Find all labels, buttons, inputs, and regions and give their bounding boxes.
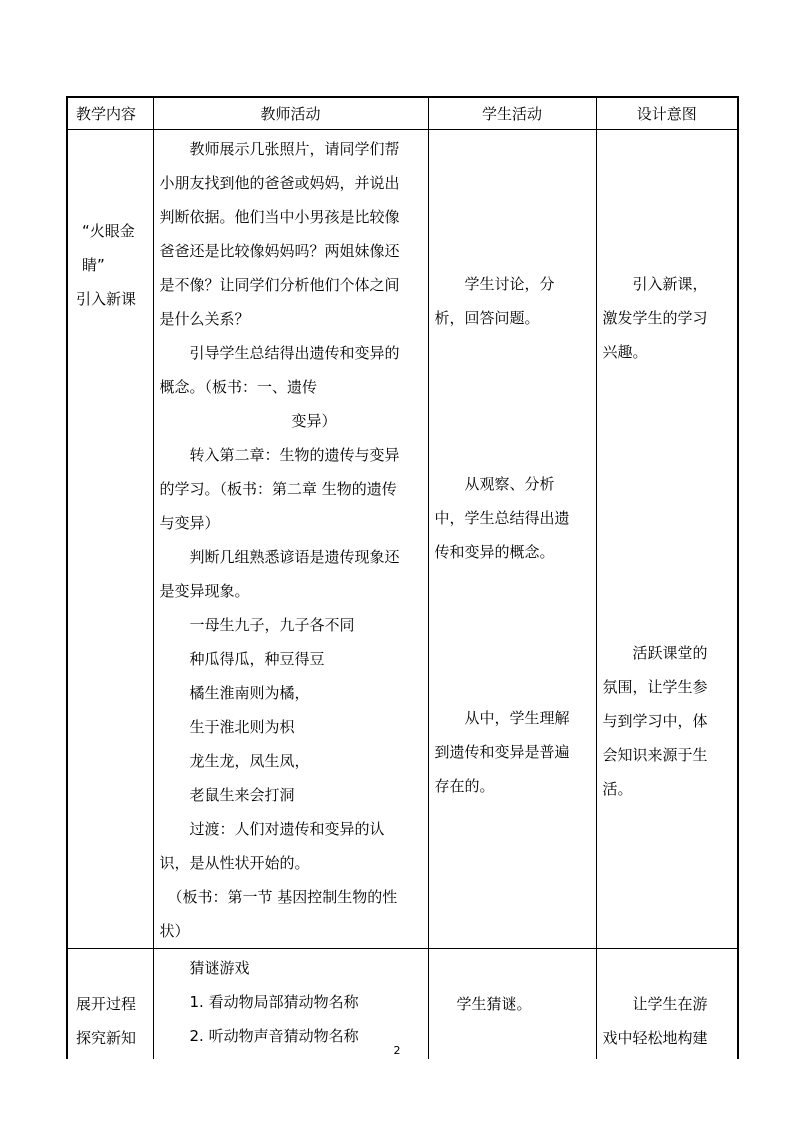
teacher-cell xyxy=(153,130,428,949)
design-line: 活。 xyxy=(602,780,633,798)
student-cell xyxy=(428,949,596,1060)
teacher-line: 过渡：人们对遗传和变异的认 xyxy=(189,820,385,838)
header-design: 设计意图 xyxy=(596,97,738,130)
teacher-line: 是什么关系？ xyxy=(159,310,250,328)
teacher-line: 爸爸还是比较像妈妈吗？两姐妹像还 xyxy=(159,242,400,260)
teacher-line: 种瓜得瓜，种豆得豆 xyxy=(189,650,325,668)
teacher-line: 变异） xyxy=(291,412,337,430)
student-cell xyxy=(428,130,596,949)
student-line: 从中，学生理解 xyxy=(464,709,570,727)
student-line: 从观察、分析 xyxy=(464,475,555,493)
teacher-line: 是变异现象。 xyxy=(159,582,250,600)
teacher-line: 概念。（板书：一、遗传 xyxy=(159,378,318,396)
student-line: 学生讨论，分 xyxy=(464,275,555,293)
design-line: 让学生在游 xyxy=(632,995,708,1013)
table-row xyxy=(67,949,738,1060)
content-cell xyxy=(67,949,153,1060)
header-student: 学生活动 xyxy=(428,97,596,130)
teacher-line: 生于淮北则为枳 xyxy=(189,718,295,736)
teacher-line: 转入第二章：生物的遗传与变异 xyxy=(189,446,400,464)
teacher-line: 橘生淮南则为橘， xyxy=(189,684,310,702)
design-cell xyxy=(596,130,738,949)
teacher-line: 老鼠生来会打洞 xyxy=(189,786,295,804)
header-content: 教学内容 xyxy=(67,97,153,130)
content-line: “火眼金 xyxy=(82,222,135,240)
student-line: 中，学生总结得出遗 xyxy=(434,509,570,527)
teacher-line: 的学习。（板书：第二章 生物的遗传 xyxy=(159,480,397,498)
student-line: 析，回答问题。 xyxy=(434,309,540,327)
content-cell xyxy=(67,130,153,949)
teacher-line: 教师展示几张照片，请同学们帮 xyxy=(189,140,400,158)
teacher-line: 1. 看动物局部猜动物名称 xyxy=(189,993,359,1011)
teacher-line: 小朋友找到他的爸爸或妈妈，并说出 xyxy=(159,174,400,192)
teacher-line: 是不像？让同学们分析他们个体之间 xyxy=(159,276,400,294)
design-line: 引入新课， xyxy=(632,275,708,293)
lesson-plan-table xyxy=(66,96,739,1059)
teacher-line: 状） xyxy=(159,922,190,940)
design-cell xyxy=(596,949,738,1060)
teacher-cell xyxy=(153,949,428,1060)
teacher-line: 识，是从性状开始的。 xyxy=(159,854,310,872)
page-number: 2 xyxy=(393,1044,401,1057)
design-line: 活跃课堂的 xyxy=(632,644,708,662)
teacher-line: 判断几组熟悉谚语是遗传现象还 xyxy=(189,548,400,566)
teacher-line: 龙生龙，凤生凤， xyxy=(189,752,310,770)
teacher-line: 引导学生总结得出遗传和变异的 xyxy=(189,344,400,362)
design-line: 氛围，让学生参 xyxy=(602,678,708,696)
content-line: 睛” xyxy=(82,256,105,274)
design-line: 兴趣。 xyxy=(602,343,648,361)
content-line: 展开过程 xyxy=(76,995,137,1013)
table-header-row xyxy=(67,97,738,130)
design-line: 与到学习中，体 xyxy=(602,712,708,730)
content-line: 引入新课 xyxy=(76,290,137,308)
design-line: 戏中轻松地构建 xyxy=(602,1029,708,1047)
design-line: 激发学生的学习 xyxy=(602,309,708,327)
table-row xyxy=(67,130,738,949)
student-line: 存在的。 xyxy=(434,777,495,795)
teacher-line: 2. 听动物声音猜动物名称 xyxy=(189,1027,359,1045)
student-line: 传和变异的概念。 xyxy=(434,543,555,561)
header-teacher: 教师活动 xyxy=(153,97,428,130)
teacher-line: 一母生九子，九子各不同 xyxy=(189,616,355,634)
teacher-line: 猜谜游戏 xyxy=(189,959,250,977)
teacher-line: 判断依据。他们当中小男孩是比较像 xyxy=(159,208,400,226)
teacher-line: （板书：第一节 基因控制生物的性 xyxy=(167,888,398,906)
design-line: 会知识来源于生 xyxy=(602,746,708,764)
student-line: 到遗传和变异是普遍 xyxy=(434,743,570,761)
teacher-line: 与变异） xyxy=(159,514,220,532)
content-line: 探究新知 xyxy=(76,1029,137,1047)
student-line: 学生猜谜。 xyxy=(456,995,532,1013)
